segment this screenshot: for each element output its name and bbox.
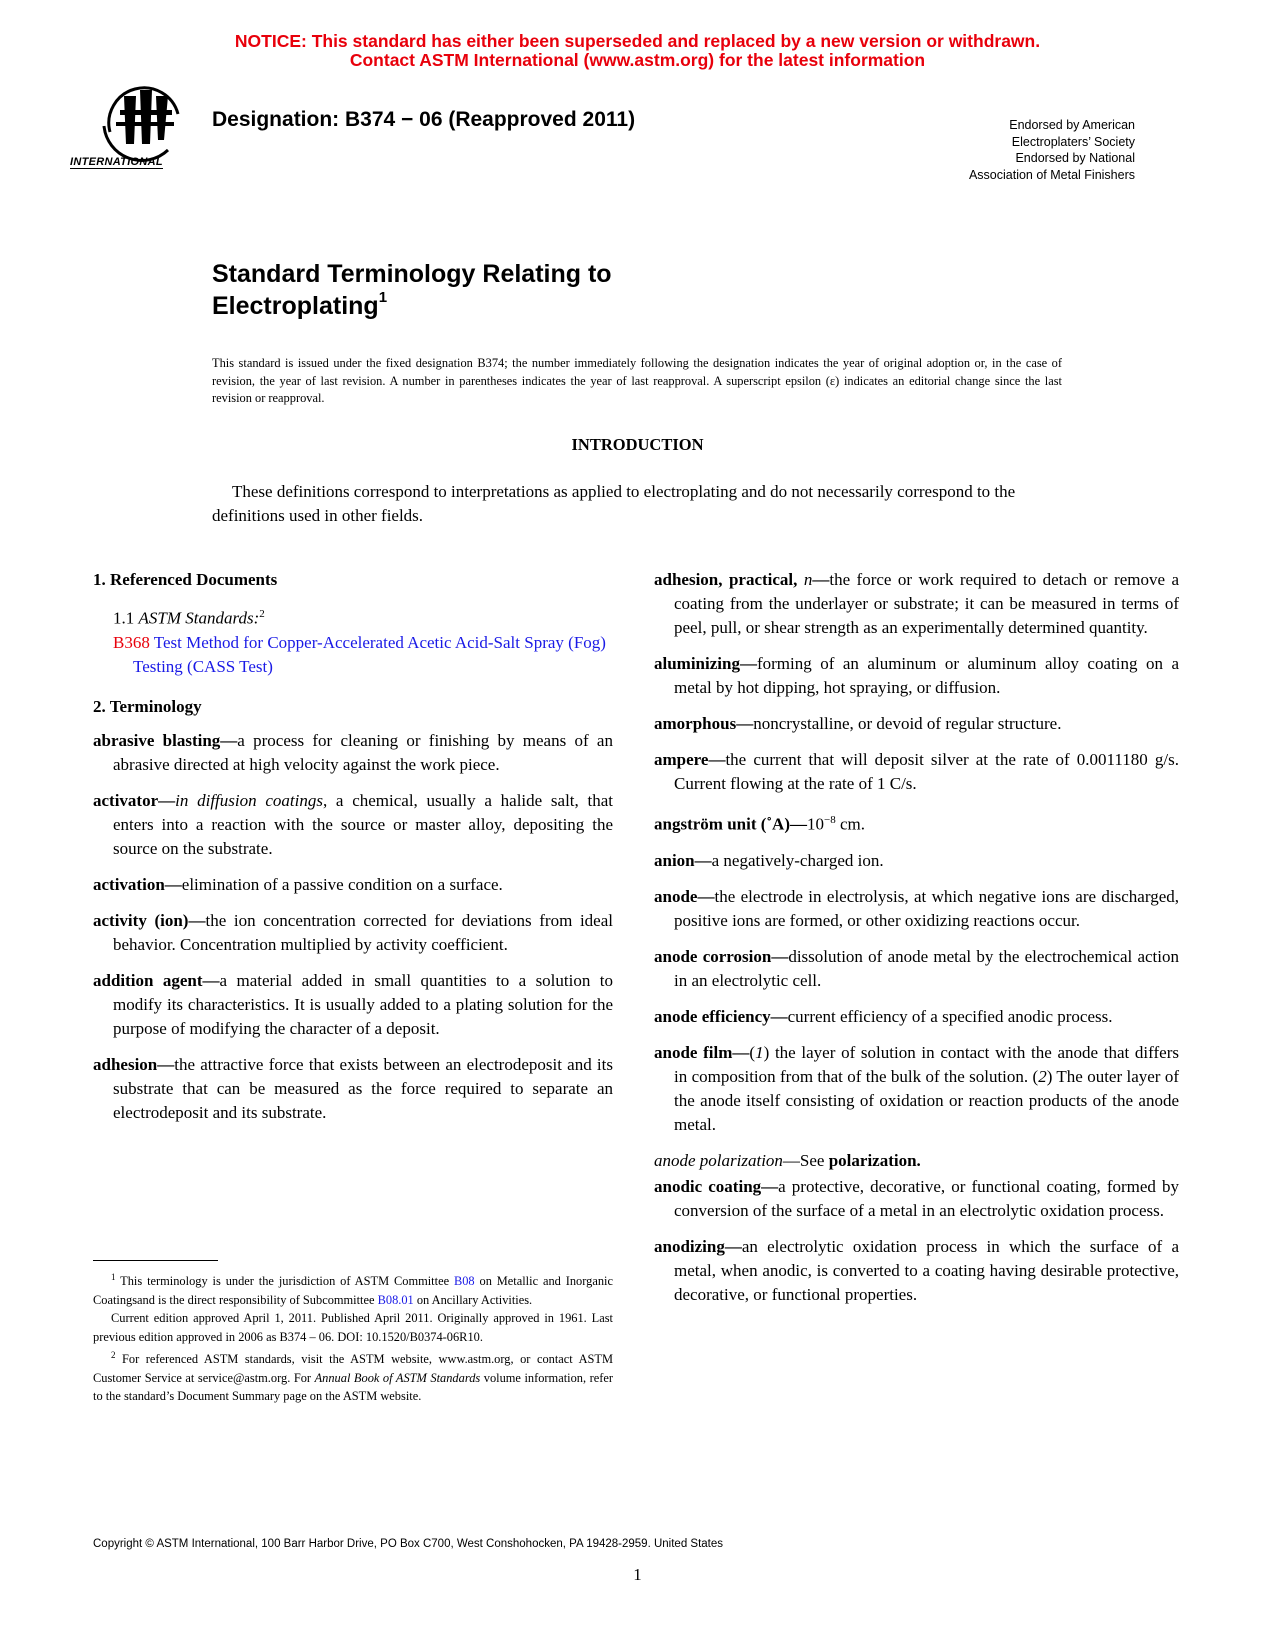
term-definition: The outer layer of the anode itself consisting of oxidation or reaction products of the anode metal.	[674, 1066, 1179, 1134]
term-name: aluminizing	[654, 654, 740, 673]
footnote-text: For referenced ASTM standards, visit the ASTM website, www.astm.org, or contact ASTM Customer Service at service@astm.org. For	[93, 1352, 613, 1385]
footnote-text: This terminology is under the jurisdiction of ASTM Committee	[115, 1274, 454, 1289]
term-entry: anodizing—an electrolytic oxidation process in which the surface of a metal, when anodic, is converted to a coating having desirable protective, decorative, or functional properties.	[654, 1236, 1179, 1304]
term-entry: anode efficiency—current efficiency of a specified anodic process.	[654, 1006, 1113, 1026]
item-number: 1	[755, 1042, 764, 1062]
term-definition: the ion concentration corrected for deviations from ideal behavior. Concentration multiplied by activity coefficient.	[113, 910, 613, 954]
astm-logo	[70, 82, 194, 174]
issue-note: This standard is issued under the fixed designation B374; the number immediately following the designation indicates the year of original adoption or, in the case of revision, the year of last revision. A number in parentheses indicates the year of last reapproval. A superscript epsilon (ε) indicates an editorial change since the last revision or reapproval.	[212, 356, 1062, 405]
term-definition: the force or work required to detach or remove a coating from the underlayer or substrate; it can be measured in terms of peel, pull, or shear strength as an experimentally determined quantity.	[674, 570, 1180, 637]
copyright-line: Copyright © ASTM International, 100 Barr Harbor Drive, PO Box C700, West Conshohocken, PA 19428-2959. United States	[93, 1538, 724, 1550]
term-entry: addition agent—a material added in small quantities to a solution to modify its characteristics. It is usually added to a plating solution for the purpose of modifying the character of a deposit.	[93, 970, 613, 1038]
term-entry: angström unit $(˚A)—10^{-8}$ cm.	[654, 814, 865, 834]
term-definition: dissolution of anode metal by the electrochemical action in an electrolytic cell.	[674, 946, 1179, 990]
committee-link[interactable]: B08	[453, 1274, 475, 1289]
ref-code-link[interactable]: B368	[113, 632, 150, 652]
term-name: ampere	[654, 750, 709, 769]
section-1-heading: 1. Referenced Documents	[93, 570, 278, 589]
title-line-2	[212, 290, 612, 322]
ref-title-link[interactable]: Test Method for Copper-Accelerated Acetic Acid-Salt Spray (Fog) Testing (CASS Test)	[133, 632, 606, 676]
footnotes	[93, 1268, 613, 1406]
term-qualifier: in diffusion coatings	[175, 790, 323, 810]
term-entry: aluminizing—forming of an aluminum or aluminum alloy coating on a metal by hot dipping, hot spraying, or diffusion.	[654, 654, 1179, 697]
section-2-heading: 2. Terminology	[93, 696, 202, 716]
term-entry: anode film—(1) the layer of solution in contact with the anode that differs in composition from that of the bulk of the solution. (2) The outer layer of the anode itself consisting of oxidation or reaction products of the anode metal.	[654, 1042, 1179, 1134]
title-line-1: Standard Terminology Relating to	[212, 260, 612, 288]
cross-reference: polarization.	[828, 1150, 921, 1170]
subsection-label: ASTM Standards:	[138, 608, 260, 628]
left-column	[93, 568, 613, 1137]
term-name: activator	[93, 790, 159, 810]
notice-line-2: Contact ASTM International (www.astm.org) for the latest information	[349, 50, 926, 70]
introduction-paragraph: These definitions correspond to interpretations as applied to electroplating and do not necessarily correspond to the definitions used in other fields.	[212, 482, 1016, 525]
footnote-rule	[93, 1260, 218, 1261]
endorsement-line: Endorsed by National	[1015, 151, 1135, 165]
title-footnote-marker: 1	[378, 289, 388, 306]
term-entry: anodic coating—a protective, decorative, or functional coating, formed by conversion of the surface of a metal in an electrolytic oxidation process.	[654, 1176, 1180, 1220]
footnote-text: on Metallic and Inorganic Coatingsand is the direct responsibility of Subcommittee	[93, 1274, 613, 1307]
footnote-text: volume information, refer to the standard’s Document Summary page on the ASTM website.	[93, 1370, 613, 1404]
footnote-italic: Annual Book of ASTM Standards	[314, 1370, 481, 1385]
term-name: anode efficiency	[654, 1006, 771, 1026]
term-definition: a process for cleaning or finishing by means of an abrasive directed at high velocity against the work piece.	[113, 730, 613, 774]
footnote-marker: 1	[111, 1272, 116, 1282]
term-definition: the layer of solution in contact with the anode that differs in composition from that of the bulk of the solution.	[674, 1042, 1179, 1086]
term-definition: noncrystalline, or devoid of regular structure.	[753, 714, 1062, 733]
document-title	[212, 258, 612, 322]
logo-wordmark: INTERNATIONAL	[70, 156, 163, 168]
item-number: 2	[1038, 1066, 1047, 1086]
term-definition: a protective, decorative, or functional coating, formed by conversion of the surface of a metal in an electrolytic oxidation process.	[674, 1176, 1180, 1220]
term-definition: the electrode in electrolysis, at which negative ions are discharged, positive ions are formed, or other oxidizing reactions occur.	[674, 886, 1179, 930]
term-entry: anode polarization—See polarization.	[654, 1150, 921, 1170]
term-name: anode film	[654, 1042, 733, 1062]
endorsement-line: Electroplaters’ Society	[1011, 134, 1135, 149]
term-name: anodizing	[654, 1236, 725, 1256]
term-definition: forming of an aluminum or aluminum alloy coating on a metal by hot dipping, hot spraying, or diffusion.	[674, 654, 1179, 697]
term-definition: a material added in small quantities to a solution to modify its characteristics. It is usually added to a plating solution for the purpose of modifying the character of a deposit.	[113, 970, 613, 1038]
astm-standards-subsection	[113, 602, 613, 631]
term-name: amorphous	[654, 714, 737, 733]
notice-line-1: NOTICE: This standard has either been superseded and replaced by a new version or withdrawn.	[234, 31, 1041, 51]
term-definition: the current that will deposit silver at the rate of 0.0011180 g/s. Current flowing at the rate of 1 C/s.	[674, 750, 1179, 793]
title-word: Electroplating	[212, 292, 379, 320]
term-definition: the attractive force that exists between an electrodeposit and its substrate that can be measured as the force required to separate an electrodeposit and its substrate.	[113, 1054, 613, 1122]
supersede-notice	[0, 32, 1275, 70]
term-name: anion	[654, 850, 695, 870]
term-entry: anode corrosion—dissolution of anode metal by the electrochemical action in an electrolytic cell.	[654, 946, 1179, 990]
term-name: angström unit (˚A)	[654, 814, 790, 834]
term-name: activity (ion)	[93, 910, 189, 930]
term-name: anode corrosion	[654, 946, 772, 966]
referenced-standard[interactable]	[113, 631, 613, 679]
introduction-text	[212, 480, 1062, 528]
term-part-of-speech: n	[803, 570, 813, 589]
endorsement-line: Endorsed by American	[1009, 118, 1135, 132]
term-name: adhesion	[93, 1054, 158, 1074]
term-name: anode polarization	[654, 1150, 783, 1170]
term-entry: adhesion—the attractive force that exists between an electrodeposit and its substrate that can be measured as the force required to separate an electrodeposit and its substrate.	[93, 1054, 613, 1122]
term-name: adhesion, practical,	[654, 570, 798, 589]
term-name: activation	[93, 874, 165, 894]
term-name: anodic coating	[654, 1176, 762, 1196]
term-definition: cm.	[835, 814, 865, 834]
endorsement-block	[969, 117, 1135, 183]
term-entry: activator—in diffusion coatings, a chemical, usually a halide salt, that enters into a reaction with the source or master alloy, depositing the source on the substrate.	[93, 790, 614, 858]
subsection-number: 1.1	[113, 608, 135, 628]
term-name: addition agent	[93, 970, 203, 990]
designation: Designation: B374 − 06 (Reapproved 2011)	[212, 108, 636, 131]
footnote-1-edition: Current edition approved April 1, 2011. Published April 2011. Originally approved in 1961. Last previous edition approved in 2006 as B374 – 06. DOI: 10.1520/B0374-06R10.	[93, 1311, 613, 1344]
term-entry: anion—a negatively-charged ion.	[654, 850, 884, 870]
footnote-2	[93, 1346, 613, 1406]
term-entry: activation—elimination of a passive condition on a surface.	[93, 874, 503, 894]
term-entry: abrasive blasting—a process for cleaning or finishing by means of an abrasive directed at high velocity against the work piece.	[93, 730, 613, 774]
footnote-marker: 2	[111, 1350, 116, 1361]
right-column	[654, 568, 1179, 1319]
term-definition: a negatively-charged ion.	[711, 850, 884, 870]
term-name: abrasive blasting	[93, 730, 221, 750]
footnote-1	[93, 1268, 613, 1309]
term-entry: ampere—the current that will deposit silver at the rate of 0.0011180 g/s. Current flowing at the rate of 1 C/s.	[654, 750, 1179, 793]
page-number: 1	[633, 1565, 642, 1584]
term-definition: , a chemical, usually a halide salt, that enters into a reaction with the source or master alloy, depositing the source on the substrate.	[113, 790, 614, 858]
term-entry: amorphous—noncrystalline, or devoid of regular structure.	[654, 714, 1062, 733]
endorsement-line: Association of Metal Finishers	[968, 167, 1135, 182]
exponent: −8	[824, 814, 836, 826]
term-entry: adhesion, practical, n—the force or work required to detach or remove a coating from the underlayer or substrate; it can be measured in terms of peel, pull, or shear strength as an experimentally determined quantity.	[654, 570, 1180, 637]
term-entry: activity (ion)—the ion concentration corrected for deviations from ideal behavior. Concentration multiplied by activity coefficient.	[93, 910, 613, 954]
term-definition: an electrolytic oxidation process in which the surface of a metal, when anodic, is converted to a coating having desirable protective, decorative, or functional properties.	[674, 1236, 1179, 1304]
term-definition: 10	[807, 814, 824, 834]
term-entry: anode—the electrode in electrolysis, at which negative ions are discharged, positive ions are formed, or other oxidizing reactions occur.	[654, 886, 1179, 930]
term-definition: current efficiency of a specified anodic process.	[787, 1006, 1113, 1026]
introduction-heading: INTRODUCTION	[571, 435, 704, 454]
subsection-footnote-marker: 2	[259, 608, 265, 620]
see-reference: See	[799, 1150, 829, 1170]
footnote-text: on Ancillary Activities.	[413, 1292, 533, 1307]
term-definition: elimination of a passive condition on a surface.	[181, 874, 503, 894]
subcommittee-link[interactable]: B08.01	[377, 1292, 414, 1307]
term-name: anode	[654, 886, 698, 906]
